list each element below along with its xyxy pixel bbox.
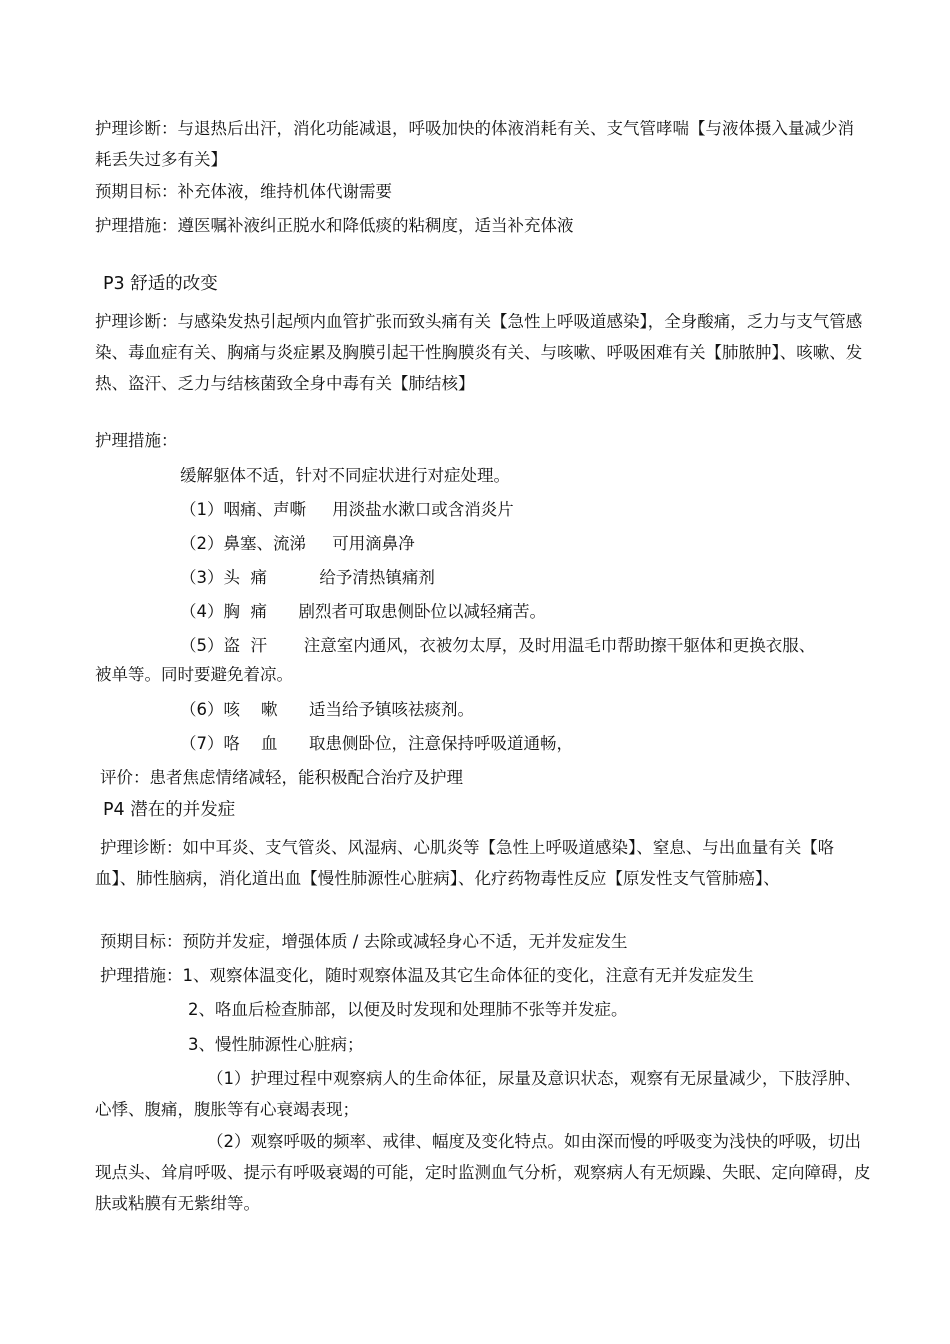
p3-item-4: （4）胸 痛 剧烈者可取患侧卧位以减轻痛苦。 — [180, 602, 546, 621]
p3-evaluation: 评价：患者焦虑情绪减轻，能积极配合治疗及护理 — [100, 768, 463, 787]
p2-goal: 预期目标：补充体液，维持机体代谢需要 — [95, 182, 392, 201]
p3-item-5-cont: 被单等。同时要避免着凉。 — [95, 665, 293, 684]
p4-measures-2: 2、咯血后检查肺部，以便及时发现和处理肺不张等并发症。 — [188, 1000, 628, 1019]
p3-measures-label: 护理措施： — [95, 431, 178, 450]
p3-item-2: （2）鼻塞、流涕 可用滴鼻净 — [180, 534, 415, 553]
p3-heading: P3 舒适的改变 — [103, 274, 218, 294]
p3-diagnosis: 护理诊断：与感染发热引起颅内血管扩张而致头痛有关【急性上呼吸道感染】，全身酸痛，乏力与支气管感染、毒血症有关、胸痛与炎症累及胸膜引起干性胸膜炎有关、与咳嗽、呼吸困难有关【肺脓肿】、咳嗽、发热、盗汗、乏力与结核菌致全身中毒有关【肺结核】 — [95, 312, 863, 393]
p2-diagnosis: 护理诊断：与退热后出汗，消化功能减退，呼吸加快的体液消耗有关、支气管哮喘【与液体摄入量减少消耗丢失过多有关】 — [95, 119, 854, 169]
p4-sub-2: （2）观察呼吸的频率、戒律、幅度及变化特点。如由深而慢的呼吸变为浅快的呼吸，切出现点头、耸肩呼吸、提示有呼吸衰竭的可能，定时监测血气分析，观察病人有无烦躁、失眠、定向障碍，皮肤或粘膜有无紫绀等。 — [95, 1132, 871, 1213]
p2-measures: 护理措施：遵医嘱补液纠正脱水和降低痰的粘稠度，适当补充体液 — [95, 216, 574, 235]
p4-measures-3: 3、慢性肺源性心脏病； — [188, 1035, 364, 1054]
p3-item-7: （7）咯 血 取患侧卧位，注意保持呼吸道通畅， — [180, 734, 573, 753]
p3-item-3: （3）头 痛 给予清热镇痛剂 — [180, 568, 435, 587]
p4-sub-1: （1）护理过程中观察病人的生命体征，尿量及意识状态，观察有无尿量减少，下肢浮肿、心悸、腹痛，腹胀等有心衰竭表现； — [95, 1069, 861, 1119]
p4-goal: 预期目标：预防并发症，增强体质 / 去除或减轻身心不适，无并发症发生 — [100, 932, 628, 951]
p4-diagnosis: 护理诊断：如中耳炎、支气管炎、风湿病、心肌炎等【急性上呼吸道感染】、窒息、与出血量有关【咯血】、肺性脑病，消化道出血【慢性肺源性心脏病】、化疗药物毒性反应【原发性支气管肺癌】、 — [95, 838, 835, 888]
p3-item-1: （1）咽痛、声嘶 用淡盐水漱口或含消炎片 — [180, 500, 514, 519]
p3-intro: 缓解躯体不适，针对不同症状进行对症处理。 — [180, 466, 510, 485]
p3-item-6: （6）咳 嗽 适当给予镇咳祛痰剂。 — [180, 700, 474, 719]
p4-heading: P4 潜在的并发症 — [103, 800, 236, 820]
p4-measures-1: 护理措施：1、观察体温变化，随时观察体温及其它生命体征的变化，注意有无并发症发生 — [100, 966, 754, 985]
p3-item-5: （5）盗 汗 注意室内通风，衣被勿太厚，及时用温毛巾帮助擦干躯体和更换衣服、 — [180, 636, 816, 655]
